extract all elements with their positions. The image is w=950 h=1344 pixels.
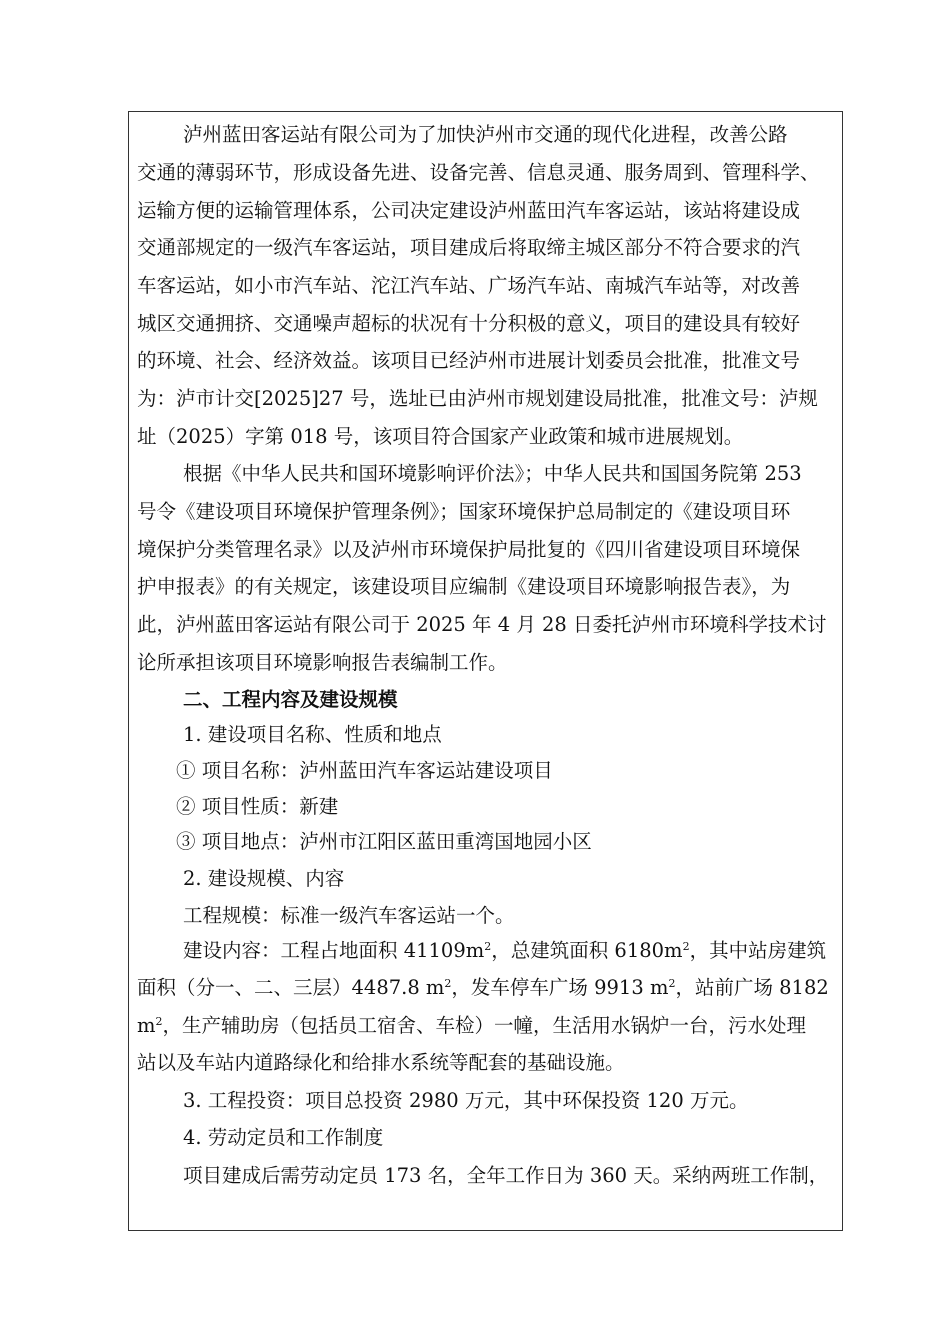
text-line: 交通的薄弱环节，形成设备先进、设备完善、信息灵通、服务周到、管理科学、 — [137, 161, 820, 184]
list-item: 1. 建设项目名称、性质和地点 — [183, 723, 442, 746]
list-item: 3. 工程投资：项目总投资 2980 万元，其中环保投资 120 万元。 — [183, 1089, 749, 1112]
text-line: 址（2025）字第 018 号，该项目符合国家产业政策和城市进展规划。 — [137, 425, 744, 448]
text-line: 城区交通拥挤、交通噪声超标的状况有十分积极的意义，项目的建设具有较好 — [137, 312, 801, 335]
text-line: 运输方便的运输管理体系，公司决定建设泸州蓝田汽车客运站，该站将建设成 — [137, 199, 801, 222]
text-line: 此，泸州蓝田客运站有限公司于 2025 年 4 月 28 日委托泸州市环境科学技术讨 — [137, 613, 827, 636]
list-item: ① 项目名称：泸州蓝田汽车客运站建设项目 — [176, 759, 553, 782]
text-line: 工程规模：标准一级汽车客运站一个。 — [183, 904, 515, 927]
text-line: 护申报表》的有关规定，该建设项目应编制《建设项目环境影响报告表》，为 — [137, 575, 791, 598]
list-item: 4. 劳动定员和工作制度 — [183, 1126, 384, 1149]
text-line: $m^2$，生产辅助房（包括员工宿舍、车检）一幢，生活用水锅炉一台，污水处理 — [137, 1014, 807, 1037]
text-line: 论所承担该项目环境影响报告表编制工作。 — [137, 651, 508, 674]
list-item: 2. 建设规模、内容 — [183, 867, 345, 890]
text-line: 为：泸市计交[2025]27 号，选址已由泸州市规划建设局批准，批准文号：泸规 — [137, 387, 818, 410]
text-line: 交通部规定的一级汽车客运站，项目建成后将取缔主城区部分不符合要求的汽 — [137, 236, 801, 259]
text-line: 泸州蓝田客运站有限公司为了加快泸州市交通的现代化进程，改善公路 — [183, 123, 788, 146]
text-line: 建设内容：工程占地面积 $41109m^2$，总建筑面积 $6180m^2$，其中站房建筑 — [183, 939, 827, 962]
text-line: 面积（分一、二、三层）4487.8 $m^2$，发车停车广场 9913 $m^2$，站前广场 8182 — [137, 976, 829, 999]
list-item: ③ 项目地点：泸州市江阳区蓝田重湾国地园小区 — [176, 830, 592, 853]
section-heading: 二、工程内容及建设规模 — [183, 688, 398, 711]
text-line: 根据《中华人民共和国环境影响评价法》；中华人民共和国国务院第 253 — [183, 462, 802, 485]
text-line: 的环境、社会、经济效益。该项目已经泸州市进展计划委员会批准，批准文号 — [137, 349, 801, 372]
text-line: 境保护分类管理名录》以及泸州市环境保护局批复的《四川省建设项目环境保 — [137, 538, 801, 561]
text-line: 站以及车站内道路绿化和给排水系统等配套的基础设施。 — [137, 1051, 625, 1074]
text-line: 号令《建设项目环境保护管理条例》；国家环境保护总局制定的《建设项目环 — [137, 500, 791, 523]
text-line: 车客运站，如小市汽车站、沱江汽车站、广场汽车站、南城汽车站等，对改善 — [137, 274, 801, 297]
text-line: 项目建成后需劳动定员 173 名，全年工作日为 360 天。采纳两班工作制， — [183, 1164, 829, 1187]
list-item: ② 项目性质：新建 — [176, 795, 339, 818]
